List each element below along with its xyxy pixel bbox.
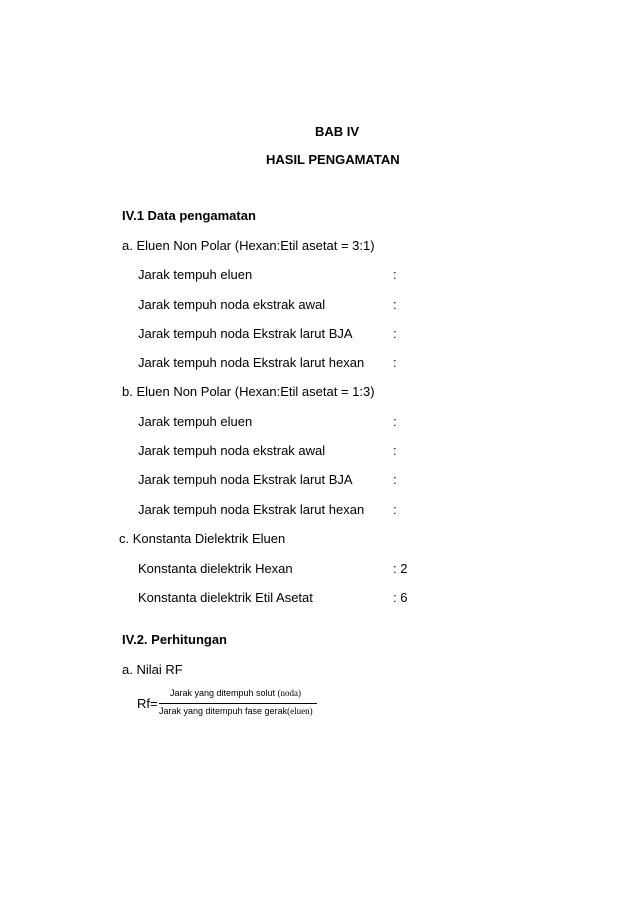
section2-part-a-label: a. Nilai RF	[122, 662, 183, 677]
chapter-title: HASIL PENGAMATAN	[266, 152, 400, 167]
part-c-row-label: Konstanta dielektrik Hexan	[138, 561, 293, 576]
part-b-row-value: :	[393, 443, 397, 458]
part-a-row-value: :	[393, 355, 397, 370]
part-a-row-label: Jarak tempuh noda Ekstrak larut BJA	[138, 326, 353, 341]
part-a-row-label: Jarak tempuh noda ekstrak awal	[138, 297, 326, 312]
part-a-row-label: Jarak tempuh noda Ekstrak larut hexan	[138, 355, 365, 370]
denominator-paren: (eluen)	[287, 706, 313, 716]
numerator-paren: (noda)	[277, 688, 302, 698]
formula-numerator	[170, 688, 301, 699]
part-b-row-label: Jarak tempuh noda Ekstrak larut BJA	[138, 472, 353, 487]
fraction-bar	[159, 703, 317, 704]
part-b-row-label: Jarak tempuh noda ekstrak awal	[138, 443, 326, 458]
part-c-row-value: : 2	[393, 561, 408, 576]
formula-denominator	[159, 706, 313, 717]
denominator-text: Jarak yang ditempuh fase gerak	[159, 706, 288, 716]
part-c-row-label: Konstanta dielektrik Etil Asetat	[138, 590, 313, 605]
part-b-row-value: :	[393, 414, 397, 429]
part-a-row-value: :	[393, 297, 397, 312]
numerator-text: Jarak yang ditempuh solut	[170, 688, 278, 698]
part-b-row-label: Jarak tempuh eluen	[138, 414, 253, 429]
part-a-label: a. Eluen Non Polar (Hexan:Etil asetat = 3:1)	[122, 238, 375, 253]
part-b-row-value: :	[393, 472, 397, 487]
part-c-row-value: : 6	[393, 590, 408, 605]
part-a-row-value: :	[393, 326, 397, 341]
part-b-label: b. Eluen Non Polar (Hexan:Etil asetat = 1:3)	[122, 384, 375, 399]
section1-heading: IV.1 Data pengamatan	[122, 208, 256, 223]
part-a-row-label: Jarak tempuh eluen	[138, 267, 253, 282]
rf-formula	[137, 688, 337, 728]
part-b-row-label: Jarak tempuh noda Ekstrak larut hexan	[138, 502, 365, 517]
section2-heading: IV.2. Perhitungan	[122, 632, 227, 647]
part-c-label: c. Konstanta Dielektrik Eluen	[119, 531, 286, 546]
formula-lhs: Rf=	[137, 696, 158, 711]
part-b-row-value: :	[393, 502, 397, 517]
chapter-number: BAB IV	[315, 124, 360, 139]
part-a-row-value: :	[393, 267, 397, 282]
